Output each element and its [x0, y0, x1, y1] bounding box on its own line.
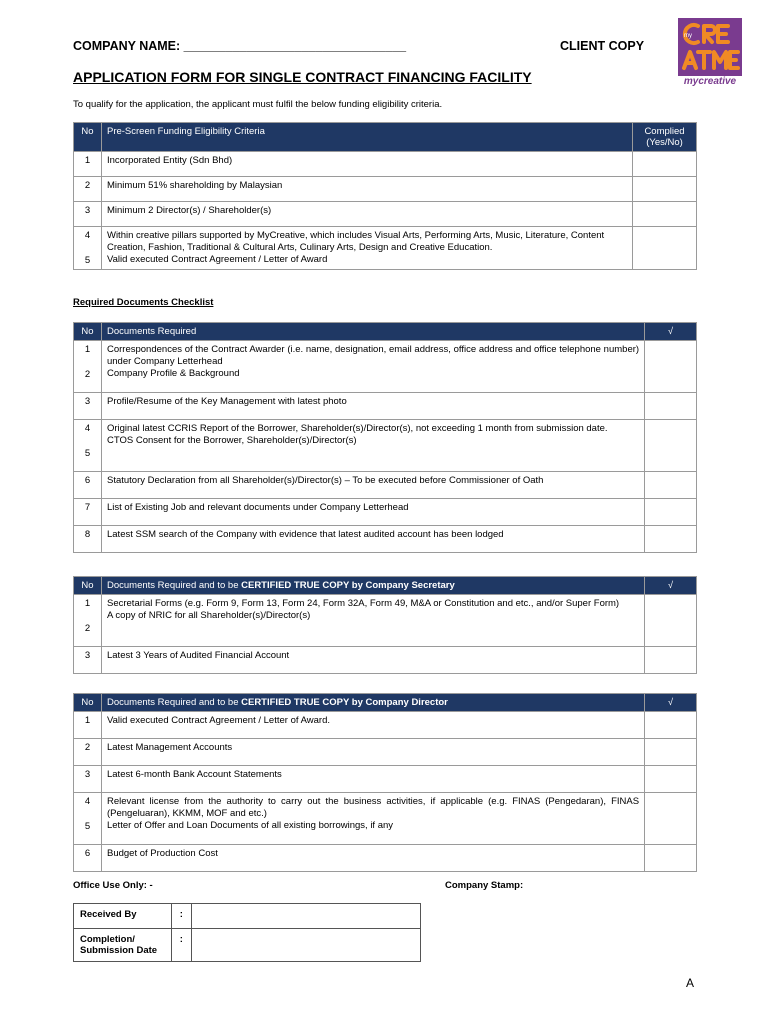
row-text: Incorporated Entity (Sdn Bhd) — [101, 152, 632, 177]
row-text: Minimum 2 Director(s) / Shareholder(s) — [101, 202, 632, 227]
check-cell[interactable] — [645, 766, 697, 793]
row-no-1: 1 — [84, 344, 91, 355]
row-text-5: Letter of Offer and Loan Documents of all existing borrowings, if any — [106, 820, 394, 831]
table-row — [74, 845, 697, 872]
row-text-1: Secretarial Forms (e.g. Form 9, Form 13, Form 24, Form 32A, Form 49, M&A or Constitution and etc., and/or Super Form) — [106, 598, 620, 609]
row-no: 6 — [74, 845, 102, 872]
row-text-4: Original latest CCRIS Report of the Borrower, Shareholder(s)/Director(s), not exceeding 1 month from submission date. — [106, 423, 608, 434]
form-title: APPLICATION FORM FOR SINGLE CONTRACT FINANCING FACILITY — [73, 69, 532, 85]
row-no — [74, 227, 102, 270]
col-criteria-header: Pre-Screen Funding Eligibility Criteria — [101, 123, 632, 152]
complied-cell[interactable] — [633, 177, 697, 202]
row-no: 6 — [74, 472, 102, 499]
table-row — [74, 595, 697, 647]
company-name-line: COMPANY NAME: ________________________________ — [73, 39, 407, 53]
row-text: Latest 3 Years of Audited Financial Account — [101, 647, 644, 674]
row-no-2: 2 — [84, 623, 91, 634]
company-stamp-label: Company Stamp: — [445, 880, 524, 891]
table-row — [74, 766, 697, 793]
col-no-header: No — [74, 694, 102, 712]
row-text-2: A copy of NRIC for all Shareholder(s)/Director(s) — [106, 610, 311, 621]
check-cell[interactable] — [645, 472, 697, 499]
row-no: 1 — [74, 712, 102, 739]
documents-header-row — [74, 323, 697, 341]
row-text-1: Correspondences of the Contract Awarder (i.e. name, designation, email address, office address and office telephone number) under Company Letterhead — [106, 344, 640, 367]
completion-date-field[interactable] — [191, 929, 420, 962]
header-bold: CERTIFIED TRUE COPY by Company Director — [241, 697, 448, 708]
row-no: 1 — [74, 152, 102, 177]
row-text — [101, 227, 632, 270]
received-by-field[interactable] — [191, 904, 420, 929]
secretary-header-row — [74, 577, 697, 595]
col-complied-header: Complied (Yes/No) — [633, 123, 697, 152]
director-header-row — [74, 694, 697, 712]
row-no: 3 — [74, 647, 102, 674]
row-text: Minimum 51% shareholding by Malaysian — [101, 177, 632, 202]
colon: : — [171, 929, 191, 962]
col-no-header: No — [74, 323, 102, 341]
table-row — [74, 526, 697, 553]
logo-text: mycreative — [683, 76, 737, 87]
row-text-2: Company Profile & Background — [106, 368, 240, 379]
check-cell[interactable] — [645, 793, 697, 845]
check-cell[interactable] — [645, 647, 697, 674]
check-cell[interactable] — [645, 526, 697, 553]
eligibility-header-row — [74, 123, 697, 152]
check-cell[interactable] — [645, 341, 697, 393]
table-row — [74, 341, 697, 393]
row-text-5: CTOS Consent for the Borrower, Shareholder(s)/Director(s) — [106, 435, 357, 446]
table-row — [74, 202, 697, 227]
row-no-5: 5 — [84, 448, 91, 459]
row-no: 7 — [74, 499, 102, 526]
logo-mark — [678, 18, 742, 76]
table-row — [74, 420, 697, 472]
row-no: 3 — [74, 393, 102, 420]
mycreative-logo — [678, 18, 742, 88]
row-no: 8 — [74, 526, 102, 553]
col-no-header: No — [74, 577, 102, 595]
table-row — [74, 739, 697, 766]
received-by-row — [74, 904, 421, 929]
documents-table — [73, 322, 697, 553]
intro-text: To qualify for the application, the applicant must fulfil the below funding eligibility criteria. — [73, 99, 443, 110]
row-text: Latest 6-month Bank Account Statements — [101, 766, 644, 793]
col-docs-header: Documents Required — [101, 323, 644, 341]
table-row — [74, 177, 697, 202]
colon: : — [171, 904, 191, 929]
col-check-header: √ — [645, 694, 697, 712]
check-cell[interactable] — [645, 712, 697, 739]
table-row — [74, 227, 697, 270]
row-no: 3 — [74, 766, 102, 793]
col-docs-header — [101, 577, 644, 595]
header-prefix: Documents Required and to be — [106, 580, 242, 591]
row-no-4: 4 — [84, 230, 91, 241]
complied-cell[interactable] — [633, 202, 697, 227]
row-text: Latest Management Accounts — [101, 739, 644, 766]
required-docs-heading: Required Documents Checklist — [73, 297, 214, 308]
row-text: Profile/Resume of the Key Management with latest photo — [101, 393, 644, 420]
table-row — [74, 499, 697, 526]
row-text: Valid executed Contract Agreement / Letter of Award. — [101, 712, 644, 739]
office-use-label: Office Use Only: - — [73, 880, 153, 891]
received-by-label: Received By — [74, 904, 172, 929]
col-no-header: No — [74, 123, 102, 152]
check-cell[interactable] — [645, 499, 697, 526]
row-text-4: Within creative pillars supported by MyCreative, which includes Visual Arts, Performing Arts, Music, Literature, Content Creation, Fashion, Traditional & Cultural Arts, Culinary Arts, Design and Creative Education. — [106, 230, 605, 253]
row-no-1: 1 — [84, 598, 91, 609]
row-no-4: 4 — [84, 796, 91, 807]
header-prefix: Documents Required and to be — [106, 697, 242, 708]
table-row — [74, 152, 697, 177]
secretary-certified-table — [73, 576, 697, 674]
row-no: 3 — [74, 202, 102, 227]
eligibility-table — [73, 122, 697, 270]
page-letter: A — [686, 976, 695, 990]
col-check-header: √ — [645, 577, 697, 595]
row-no-5: 5 — [84, 821, 91, 832]
col-docs-header — [101, 694, 644, 712]
complied-cell[interactable] — [633, 152, 697, 177]
table-row — [74, 712, 697, 739]
table-row — [74, 472, 697, 499]
row-no-2: 2 — [84, 369, 91, 380]
col-check-header: √ — [645, 323, 697, 341]
office-use-table — [73, 903, 421, 962]
row-text-5: Valid executed Contract Agreement / Letter of Award — [106, 254, 328, 265]
table-row — [74, 793, 697, 845]
completion-label: Completion/ Submission Date — [74, 929, 172, 962]
row-text: List of Existing Job and relevant documents under Company Letterhead — [101, 499, 644, 526]
completion-row — [74, 929, 421, 962]
table-row — [74, 393, 697, 420]
svg-text:my: my — [684, 33, 692, 39]
check-cell[interactable] — [645, 393, 697, 420]
row-no-4: 4 — [84, 423, 91, 434]
client-copy-label: CLIENT COPY — [560, 39, 645, 53]
complied-cell[interactable] — [633, 227, 697, 270]
check-cell[interactable] — [645, 595, 697, 647]
header-bold: CERTIFIED TRUE COPY by Company Secretary — [241, 580, 455, 591]
check-cell[interactable] — [645, 845, 697, 872]
row-no: 2 — [74, 177, 102, 202]
row-text: Budget of Production Cost — [101, 845, 644, 872]
row-text: Statutory Declaration from all Shareholder(s)/Director(s) – To be executed before Commissioner of Oath — [101, 472, 644, 499]
row-no: 2 — [74, 739, 102, 766]
row-no-5: 5 — [84, 255, 91, 266]
table-row — [74, 647, 697, 674]
check-cell[interactable] — [645, 420, 697, 472]
director-certified-table — [73, 693, 697, 872]
row-text: Latest SSM search of the Company with evidence that latest audited account has been lodged — [101, 526, 644, 553]
row-text-4: Relevant license from the authority to carry out the business activities, if applicable (e.g. FINAS (Pengedaran), FINAS (Pengeluaran), KKMM, MOF and etc.) — [106, 796, 640, 819]
check-cell[interactable] — [645, 739, 697, 766]
